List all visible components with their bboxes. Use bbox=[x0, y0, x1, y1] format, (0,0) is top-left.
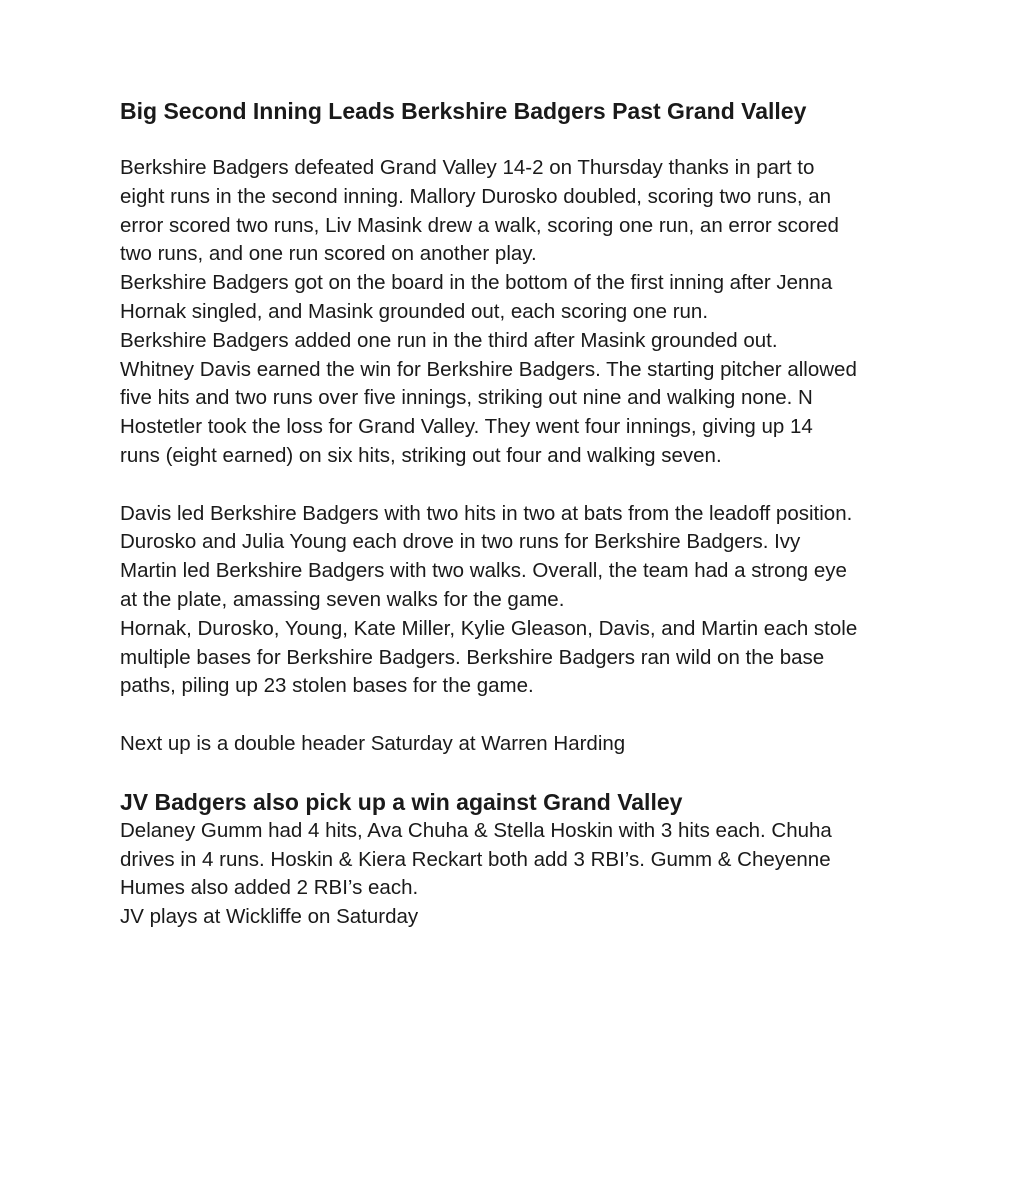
text-line: error scored two runs, Liv Masink drew a walk, scoring one run, an error scored bbox=[120, 213, 839, 237]
paragraph-gap bbox=[120, 701, 920, 730]
text-line: multiple bases for Berkshire Badgers. Berkshire Badgers ran wild on the base bbox=[120, 645, 825, 669]
text-line: Berkshire Badgers added one run in the third after Masink grounded out. bbox=[120, 328, 778, 352]
text-line: drives in 4 runs. Hoskin & Kiera Reckart both add 3 RBI’s. Gumm & Cheyenne bbox=[120, 847, 831, 871]
text-line: Humes also added 2 RBI’s each. bbox=[120, 876, 419, 900]
document-page bbox=[120, 96, 920, 932]
text-line: Next up is a double header Saturday at Warren Harding bbox=[120, 731, 626, 755]
text-line: Davis led Berkshire Badgers with two hits in two at bats from the leadoff position. bbox=[120, 501, 853, 525]
batting-summary-paragraph bbox=[120, 500, 920, 702]
text-line: Hornak, Durosko, Young, Kate Miller, Kylie Gleason, Davis, and Martin each stole bbox=[120, 616, 858, 640]
text-line: Durosko and Julia Young each drove in two runs for Berkshire Badgers. Ivy bbox=[120, 530, 801, 554]
text-line: JV plays at Wickliffe on Saturday bbox=[120, 905, 419, 929]
game-summary-paragraph bbox=[120, 154, 920, 471]
article-headline: Big Second Inning Leads Berkshire Badgers Past Grand Valley bbox=[120, 98, 807, 124]
text-line: Delaney Gumm had 4 hits, Ava Chuha & Stella Hoskin with 3 hits each. Chuha bbox=[120, 818, 832, 842]
text-line: at the plate, amassing seven walks for the game. bbox=[120, 587, 565, 611]
text-line: Berkshire Badgers got on the board in the bottom of the first inning after Jenna bbox=[120, 271, 833, 295]
next-game-paragraph bbox=[120, 730, 920, 759]
jv-summary-paragraph bbox=[120, 817, 920, 932]
text-line: Whitney Davis earned the win for Berkshire Badgers. The starting pitcher allowed bbox=[120, 357, 857, 381]
text-line: Berkshire Badgers defeated Grand Valley 14-2 on Thursday thanks in part to bbox=[120, 156, 815, 179]
text-line: eight runs in the second inning. Mallory Durosko doubled, scoring two runs, an bbox=[120, 184, 832, 208]
jv-headline: JV Badgers also pick up a win against Grand Valley bbox=[120, 788, 683, 815]
text-line: two runs, and one run scored on another play. bbox=[120, 242, 537, 266]
paragraph-gap bbox=[120, 471, 920, 500]
text-line: Hornak singled, and Masink grounded out, each scoring one run. bbox=[120, 299, 709, 323]
text-line: Martin led Berkshire Badgers with two walks. Overall, the team had a strong eye bbox=[120, 559, 847, 583]
text-line: paths, piling up 23 stolen bases for the game. bbox=[120, 674, 534, 698]
text-line: runs (eight earned) on six hits, striking out four and walking seven. bbox=[120, 443, 722, 467]
text-line: five hits and two runs over five innings, striking out nine and walking none. N bbox=[120, 386, 813, 410]
text-line: Hostetler took the loss for Grand Valley. They went four innings, giving up 14 bbox=[120, 415, 813, 439]
